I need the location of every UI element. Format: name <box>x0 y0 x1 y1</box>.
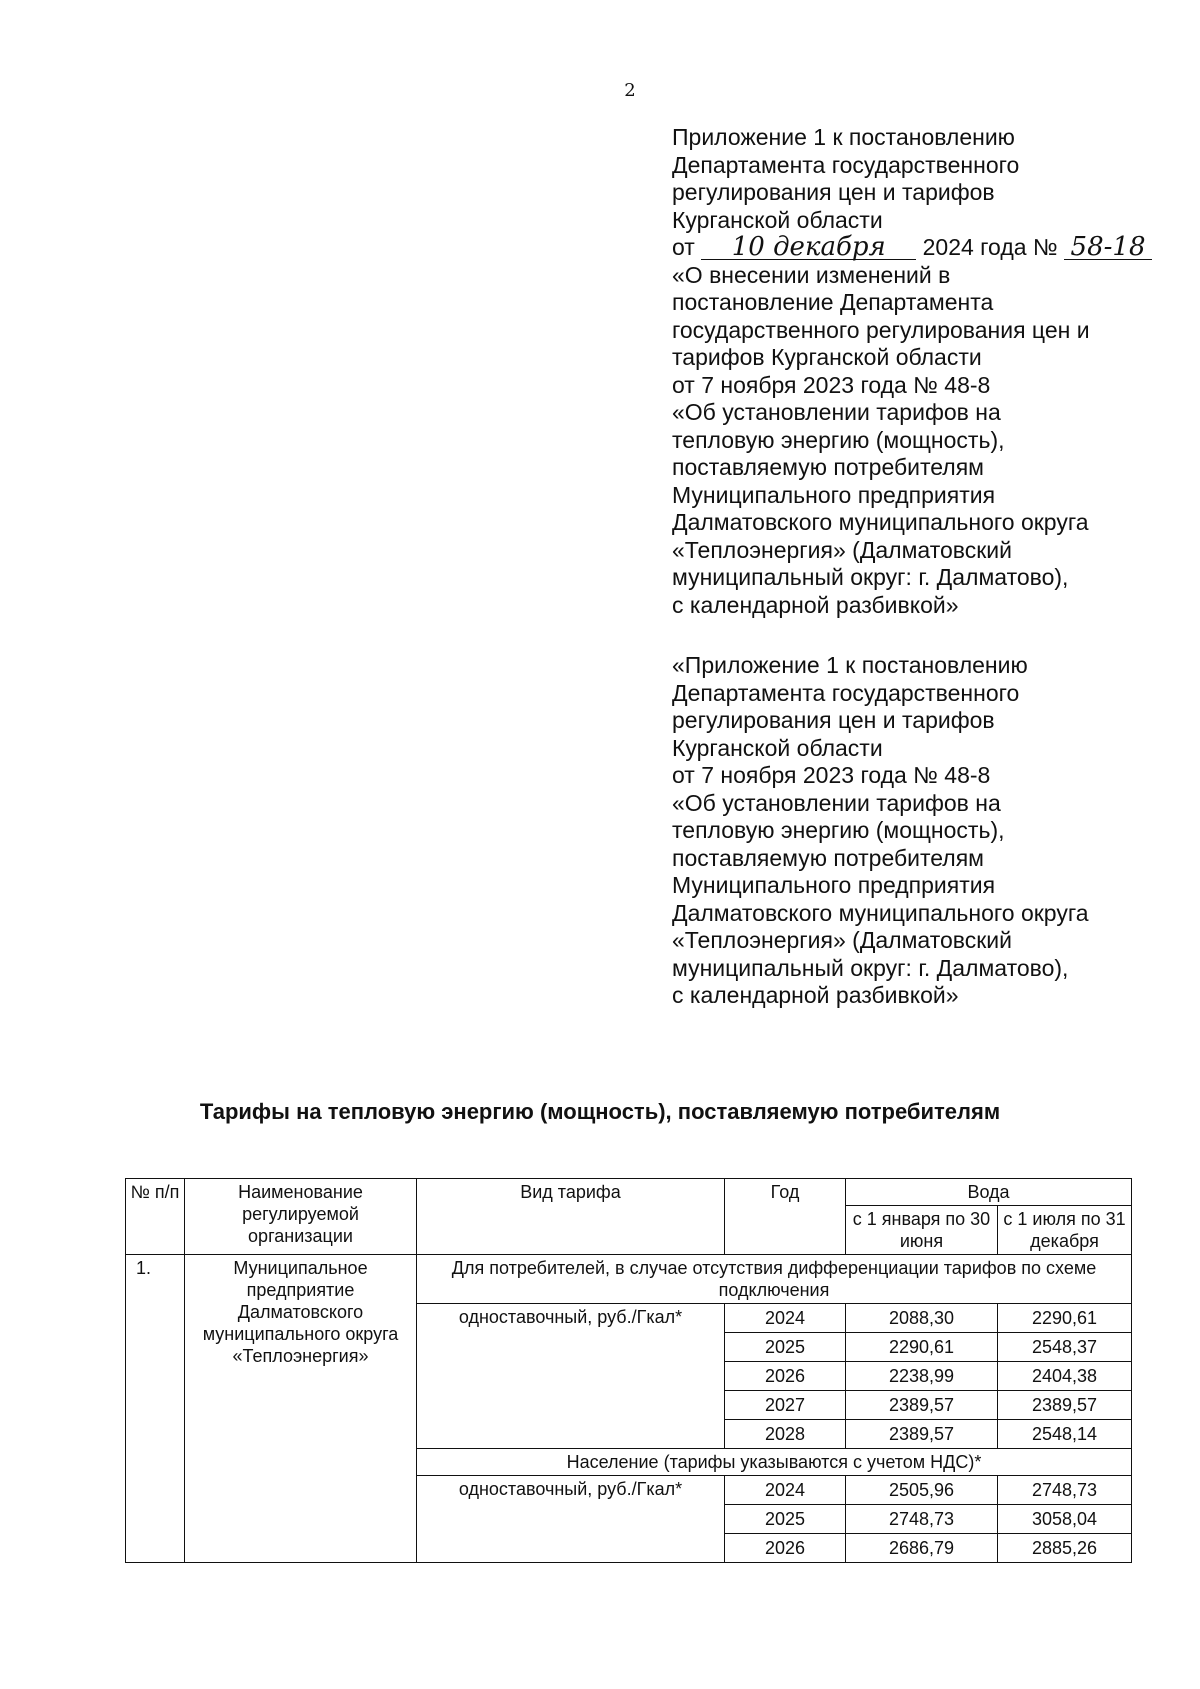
appendix-line: Курганской области <box>672 734 883 761</box>
appendix-line: муниципальный округ: г. Далматово), <box>672 954 1069 981</box>
header-period-2: с 1 июля по 31 декабря <box>998 1206 1132 1255</box>
year-cell: 2027 <box>725 1391 846 1420</box>
header-organization: Наименование регулируемой организации <box>185 1179 417 1255</box>
appendix-line: Муниципального предприятия <box>672 872 996 898</box>
appendix-line: тарифов Курганской области <box>672 344 982 370</box>
page-number: 2 <box>624 80 636 101</box>
appendix-line: тепловую энергию (мощность), <box>672 817 1005 843</box>
h1-value: 2290,61 <box>846 1333 998 1362</box>
year-cell: 2026 <box>725 1362 846 1391</box>
appendix-line: постановление Департамента <box>672 289 994 315</box>
year-text: 2024 года № <box>922 234 1058 260</box>
header-tariff-type: Вид тарифа <box>417 1179 725 1255</box>
appendix-line: Курганской области <box>672 206 883 233</box>
h2-value: 2389,57 <box>998 1391 1132 1420</box>
appendix-line: «Теплоэнергия» (Далматовский <box>672 536 1012 563</box>
appendix-current <box>672 124 1152 619</box>
header-number: № п/п <box>126 1179 185 1255</box>
year-cell: 2024 <box>725 1304 846 1333</box>
section-heading: Для потребителей, в случае отсутствия дифференциации тарифов по схеме подключения <box>417 1255 1132 1304</box>
date-prefix: от <box>672 234 695 260</box>
appendix-line: Далматовского муниципального округа <box>672 509 1089 535</box>
h2-value: 2885,26 <box>998 1534 1132 1563</box>
section-heading: Население (тарифы указываются с учетом НДС)* <box>417 1449 1132 1476</box>
handwritten-date: 10 декабря <box>701 235 916 260</box>
h2-value: 2548,14 <box>998 1420 1132 1449</box>
appendix-line: поставляемую потребителям <box>672 844 984 871</box>
appendix-line: поставляемую потребителям <box>672 454 984 480</box>
h1-value: 2686,79 <box>846 1534 998 1563</box>
handwritten-number: 58-18 <box>1064 235 1152 260</box>
h2-value: 2404,38 <box>998 1362 1132 1391</box>
appendix-original <box>672 652 1152 1010</box>
appendix-date-line <box>672 234 1152 262</box>
h1-value: 2088,30 <box>846 1304 998 1333</box>
appendix-line: Далматовского муниципального округа <box>672 899 1089 926</box>
year-cell: 2025 <box>725 1333 846 1362</box>
appendix-line: Приложение 1 к постановлению <box>672 124 1015 150</box>
appendix-line: тепловую энергию (мощность), <box>672 426 1005 453</box>
appendix-line: «О внесении изменений в <box>672 261 951 288</box>
appendix-line: Муниципального предприятия <box>672 481 996 508</box>
appendix-line: Департамента государственного <box>672 151 1020 178</box>
h1-value: 2238,99 <box>846 1362 998 1391</box>
appendix-line: регулирования цен и тарифов <box>672 707 995 733</box>
h1-value: 2748,73 <box>846 1505 998 1534</box>
appendix-line: регулирования цен и тарифов <box>672 179 995 205</box>
header-period-1: с 1 января по 30 июня <box>846 1206 998 1255</box>
year-cell: 2028 <box>725 1420 846 1449</box>
header-year: Год <box>725 1179 846 1255</box>
tariffs-title: Тарифы на тепловую энергию (мощность), поставляемую потребителям <box>199 1099 1001 1124</box>
tariff-type: одноставочный, руб./Гкал* <box>417 1476 725 1563</box>
year-cell: 2026 <box>725 1534 846 1563</box>
appendix-line: от 7 ноября 2023 года № 48-8 <box>672 762 991 788</box>
h2-value: 2548,37 <box>998 1333 1132 1362</box>
appendix-line: с календарной разбивкой» <box>672 591 959 618</box>
h2-value: 2748,73 <box>998 1476 1132 1505</box>
header-water: Вода <box>846 1179 1132 1206</box>
year-cell: 2025 <box>725 1505 846 1534</box>
h2-value: 3058,04 <box>998 1505 1132 1534</box>
appendix-line: Департамента государственного <box>672 679 1020 706</box>
appendix-line: от 7 ноября 2023 года № 48-8 <box>672 371 991 398</box>
table-header-row <box>126 1179 1132 1206</box>
h2-value: 2290,61 <box>998 1304 1132 1333</box>
tariff-type: одноставочный, руб./Гкал* <box>417 1304 725 1449</box>
appendix-line: с календарной разбивкой» <box>672 982 959 1008</box>
appendix-line: муниципальный округ: г. Далматово), <box>672 564 1069 590</box>
appendix-line: «Об установлении тарифов на <box>672 399 1001 425</box>
year-cell: 2024 <box>725 1476 846 1505</box>
h1-value: 2389,57 <box>846 1420 998 1449</box>
h1-value: 2389,57 <box>846 1391 998 1420</box>
appendix-line: государственного регулирования цен и <box>672 316 1090 343</box>
appendix-line: «Приложение 1 к постановлению <box>672 652 1028 678</box>
appendix-line: «Теплоэнергия» (Далматовский <box>672 927 1012 953</box>
h1-value: 2505,96 <box>846 1476 998 1505</box>
section-heading-row <box>126 1255 1132 1304</box>
appendix-line: «Об установлении тарифов на <box>672 789 1001 816</box>
organization-name: Муниципальное предприятие Далматовского муниципального округа «Теплоэнергия» <box>185 1255 417 1563</box>
tariffs-table <box>125 1178 1132 1563</box>
row-number: 1. <box>126 1255 185 1563</box>
